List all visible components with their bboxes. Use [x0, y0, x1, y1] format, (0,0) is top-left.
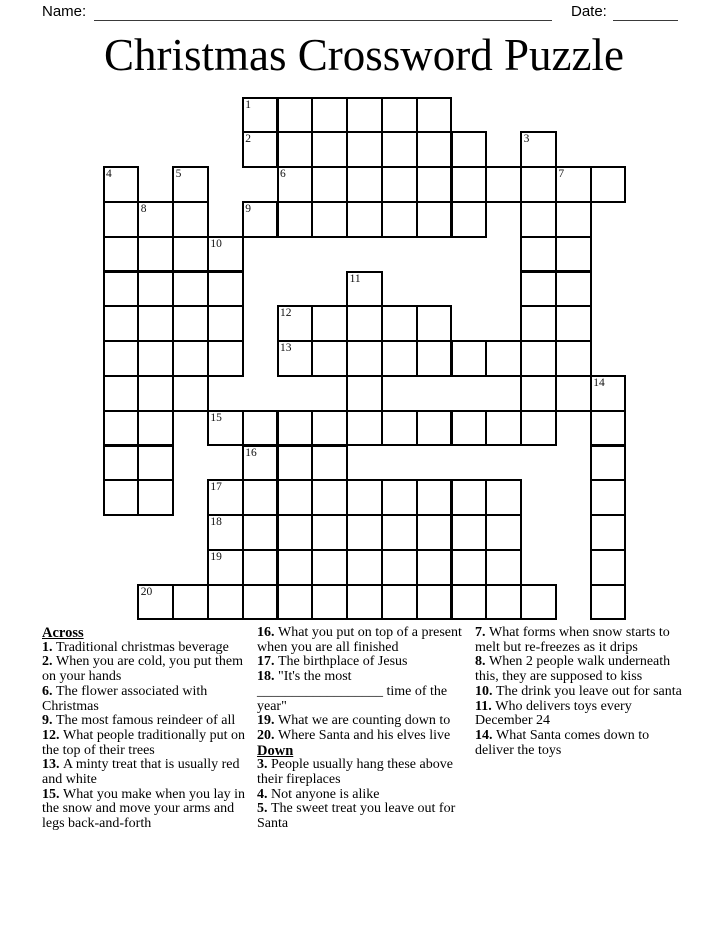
grid-cell[interactable] [590, 479, 627, 516]
grid-cell[interactable] [381, 166, 418, 203]
grid-cell[interactable] [242, 549, 279, 586]
grid-cell[interactable] [590, 514, 627, 551]
clue: 12. What people traditionally put on the top of their trees [42, 727, 245, 758]
grid-cell[interactable] [277, 131, 314, 168]
grid-cell[interactable] [555, 375, 592, 412]
grid-cell[interactable] [416, 549, 453, 586]
grid-cell[interactable] [172, 305, 209, 342]
grid-cell[interactable] [381, 201, 418, 238]
grid-cell[interactable] [277, 549, 314, 586]
grid-cell[interactable] [137, 271, 174, 308]
grid-cell[interactable] [207, 305, 244, 342]
grid-cell[interactable] [590, 445, 627, 482]
grid-cell[interactable] [207, 340, 244, 377]
clue-number: 7 [558, 168, 565, 181]
grid-cell[interactable] [172, 340, 209, 377]
clue-number: 8 [140, 202, 147, 215]
clue-list-number: 17. [257, 654, 278, 670]
clue: 17. The birthplace of Jesus [257, 654, 408, 670]
clue-number: 12 [280, 307, 292, 320]
clue-list-number: 7. [475, 625, 489, 640]
grid-cell[interactable] [381, 340, 418, 377]
clue-list-number: 20. [257, 727, 278, 743]
grid-cell[interactable] [590, 584, 627, 621]
clue-column-3 [475, 626, 688, 758]
grid-cell[interactable] [346, 514, 383, 551]
grid-cell[interactable] [277, 584, 314, 621]
grid-cell[interactable] [242, 479, 279, 516]
grid-cell[interactable] [451, 584, 488, 621]
grid-cell[interactable] [137, 340, 174, 377]
grid-cell[interactable] [451, 340, 488, 377]
clue-number: 10 [210, 237, 222, 250]
grid-cell[interactable] [277, 479, 314, 516]
grid-cell[interactable] [277, 97, 314, 134]
clue-column-2 [257, 626, 475, 832]
grid-cell[interactable] [590, 410, 627, 447]
grid-cell[interactable] [485, 479, 522, 516]
clue-list-number: 3. [257, 757, 271, 773]
clue-number: 1 [245, 98, 251, 111]
grid-cell[interactable] [485, 410, 522, 447]
grid-cell[interactable] [346, 166, 383, 203]
grid-cell[interactable] [416, 410, 453, 447]
grid-cell[interactable] [311, 201, 348, 238]
clue-list-number: 10. [475, 683, 496, 699]
clue: 16. What you put on top of a present when you are all finished [257, 625, 462, 655]
grid-cell[interactable] [416, 166, 453, 203]
clue-number: 3 [523, 133, 530, 146]
clue: 13. A minty treat that is usually red and white [42, 757, 240, 788]
grid-cell[interactable] [242, 584, 279, 621]
grid-cell[interactable] [311, 131, 348, 168]
grid-cell[interactable] [416, 514, 453, 551]
grid-cell[interactable] [311, 549, 348, 586]
grid-cell[interactable] [103, 445, 140, 482]
clue: 14. What Santa comes down to deliver the toys [475, 727, 650, 758]
grid-cell[interactable] [346, 305, 383, 342]
grid-cell[interactable] [103, 271, 140, 308]
grid-cell[interactable] [451, 479, 488, 516]
grid-cell[interactable] [346, 375, 383, 412]
grid-cell[interactable] [311, 305, 348, 342]
date-label: Date: [571, 3, 607, 20]
grid-cell[interactable] [381, 97, 418, 134]
grid-cell[interactable] [520, 166, 557, 203]
name-label: Name: [42, 3, 87, 20]
grid-cell[interactable] [485, 514, 522, 551]
clue-number: 9 [245, 202, 251, 215]
grid-cell[interactable] [172, 584, 209, 621]
grid-cell[interactable] [172, 236, 209, 273]
clue: 19. What we are counting down to [257, 713, 451, 729]
clue-list-number: 16. [257, 625, 278, 640]
grid-cell[interactable] [346, 97, 383, 134]
grid-cell[interactable] [451, 201, 488, 238]
clue-list-number: 4. [257, 786, 271, 802]
grid-cell[interactable] [451, 549, 488, 586]
grid-cell[interactable] [277, 445, 314, 482]
clue-list-number: 13. [42, 757, 63, 773]
clue-list-number: 5. [257, 801, 271, 817]
clue: 3. People usually hang these above their fireplaces [257, 757, 453, 788]
grid-cell[interactable] [137, 410, 174, 447]
clue-number: 13 [280, 342, 292, 355]
down-heading: Down [257, 742, 294, 759]
grid-cell[interactable] [520, 271, 557, 308]
grid-cell[interactable] [311, 97, 348, 134]
clue-number: 5 [175, 168, 182, 181]
clue-list-number: 18. [257, 669, 278, 685]
grid-cell[interactable] [103, 375, 140, 412]
grid-cell[interactable] [416, 97, 453, 134]
grid-cell[interactable] [590, 166, 627, 203]
grid-cell[interactable] [137, 305, 174, 342]
clue: 18. "It's the most __________________ time of the year" [257, 669, 448, 714]
clue-list-number: 11. [475, 698, 496, 714]
clue: 11. Who delivers toys every December 24 [475, 698, 632, 729]
clue-number: 4 [106, 168, 112, 181]
grid-cell[interactable] [416, 201, 453, 238]
grid-cell[interactable] [137, 236, 174, 273]
grid-cell[interactable] [451, 410, 488, 447]
grid-cell[interactable] [137, 375, 174, 412]
clue: 4. Not anyone is alike [257, 786, 380, 802]
grid-cell[interactable] [381, 305, 418, 342]
grid-cell[interactable] [555, 305, 592, 342]
clue-list-number: 19. [257, 713, 278, 729]
grid-cell[interactable] [103, 340, 140, 377]
grid-cell[interactable] [485, 549, 522, 586]
clue: 2. When you are cold, you put them on your hands [42, 654, 244, 685]
grid-cell[interactable] [346, 549, 383, 586]
grid-cell[interactable] [520, 201, 557, 238]
grid-cell[interactable] [172, 271, 209, 308]
grid-cell[interactable] [103, 305, 140, 342]
grid-cell[interactable] [346, 479, 383, 516]
grid-cell[interactable] [555, 201, 592, 238]
grid-cell[interactable] [555, 236, 592, 273]
clue-list-number: 9. [42, 713, 56, 729]
clue-list-number: 1. [42, 639, 56, 655]
clue-number: 14 [593, 376, 605, 389]
grid-cell[interactable] [520, 375, 557, 412]
grid-cell[interactable] [381, 549, 418, 586]
grid-cell[interactable] [242, 514, 279, 551]
clue: 1. Traditional christmas beverage [42, 639, 229, 655]
grid-cell[interactable] [277, 201, 314, 238]
clue: 8. When 2 people walk underneath this, they are supposed to kiss [475, 654, 671, 685]
grid-cell[interactable] [103, 201, 140, 238]
grid-cell[interactable] [172, 201, 209, 238]
clue-list-number: 15. [42, 786, 63, 802]
grid-cell[interactable] [381, 514, 418, 551]
grid-cell[interactable] [381, 479, 418, 516]
grid-cell[interactable] [311, 514, 348, 551]
grid-cell[interactable] [381, 131, 418, 168]
grid-cell[interactable] [520, 584, 557, 621]
clue: 7. What forms when snow starts to melt but re-freezes as it drips [475, 625, 670, 655]
grid-cell[interactable] [346, 584, 383, 621]
grid-cell[interactable] [485, 584, 522, 621]
grid-cell[interactable] [207, 271, 244, 308]
grid-cell[interactable] [346, 201, 383, 238]
clue-column-1 [42, 626, 258, 832]
grid-cell[interactable] [103, 410, 140, 447]
clue: 20. Where Santa and his elves live [257, 727, 451, 743]
grid-cell[interactable] [346, 131, 383, 168]
grid-cell[interactable] [416, 131, 453, 168]
grid-cell[interactable] [381, 410, 418, 447]
grid-cell[interactable] [277, 410, 314, 447]
grid-cell[interactable] [485, 166, 522, 203]
clue-number: 17 [210, 481, 222, 494]
clue-list-number: 2. [42, 654, 56, 670]
grid-cell[interactable] [381, 584, 418, 621]
clue: 15. What you make when you lay in the snow and move your arms and legs back-and-forth [42, 786, 245, 832]
grid-cell[interactable] [103, 236, 140, 273]
grid-cell[interactable] [451, 514, 488, 551]
grid-cell[interactable] [451, 131, 488, 168]
grid-cell[interactable] [416, 584, 453, 621]
grid-cell[interactable] [277, 514, 314, 551]
grid-cell[interactable] [137, 445, 174, 482]
clue: 10. The drink you leave out for santa [475, 683, 682, 699]
grid-cell[interactable] [207, 584, 244, 621]
clue: 6. The flower associated with Christmas [42, 683, 208, 714]
clue-list-number: 12. [42, 727, 63, 743]
grid-cell[interactable] [520, 305, 557, 342]
clue-number: 18 [210, 516, 222, 529]
grid-cell[interactable] [311, 340, 348, 377]
grid-cell[interactable] [311, 479, 348, 516]
grid-cell[interactable] [103, 479, 140, 516]
grid-cell[interactable] [172, 375, 209, 412]
grid-cell[interactable] [311, 584, 348, 621]
grid-cell[interactable] [137, 479, 174, 516]
clue-number: 20 [140, 585, 153, 598]
clue-number: 11 [349, 272, 361, 285]
clue-number: 15 [210, 411, 222, 424]
clue-list-number: 6. [42, 683, 56, 699]
clue-number: 19 [210, 550, 222, 563]
clue-list-number: 14. [475, 727, 496, 743]
grid-cell[interactable] [520, 410, 557, 447]
clue-list-number: 8. [475, 654, 489, 670]
grid-cell[interactable] [555, 271, 592, 308]
grid-cell[interactable] [416, 479, 453, 516]
grid-cell[interactable] [555, 340, 592, 377]
grid-cell[interactable] [451, 166, 488, 203]
grid-cell[interactable] [590, 549, 627, 586]
grid-cell[interactable] [520, 340, 557, 377]
clue-number: 6 [280, 168, 286, 181]
grid-cell[interactable] [346, 340, 383, 377]
grid-cell[interactable] [346, 410, 383, 447]
clue-number: 16 [245, 446, 257, 459]
clue: 5. The sweet treat you leave out for Santa [257, 801, 456, 832]
grid-cell[interactable] [520, 236, 557, 273]
grid-cell[interactable] [485, 340, 522, 377]
clue-number: 2 [245, 133, 251, 146]
grid-cell[interactable] [311, 166, 348, 203]
grid-cell[interactable] [416, 305, 453, 342]
grid-cell[interactable] [311, 410, 348, 447]
across-heading: Across [42, 625, 84, 641]
grid-cell[interactable] [416, 340, 453, 377]
page-title: Christmas Crossword Puzzle [104, 30, 624, 80]
clue: 9. The most famous reindeer of all [42, 713, 236, 729]
grid-cell[interactable] [311, 445, 348, 482]
grid-cell[interactable] [242, 410, 279, 447]
